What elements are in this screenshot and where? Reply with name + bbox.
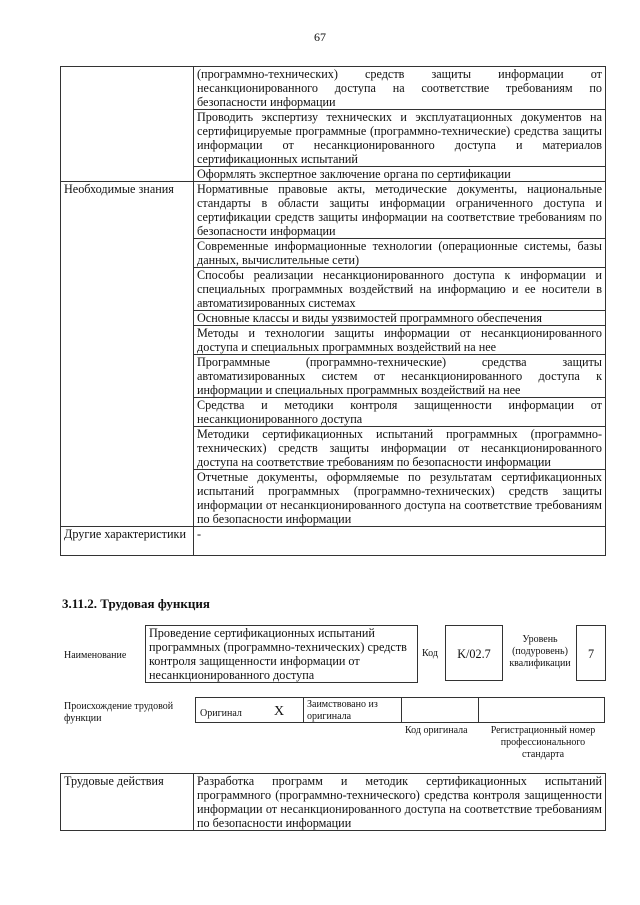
knowledge-row-6: Программные (программно-технические) средства защиты автоматизированных систем от несанкционированного доступа к информации и специальных программных воздействий на нее <box>194 355 606 398</box>
origin-label: Происхождение трудовой функции <box>64 701 174 724</box>
code-value: K/02.7 <box>445 625 503 681</box>
reg-number-label: Регистрационный номер профессионального стандарта <box>490 725 596 760</box>
knowledge-row-8: Методики сертификационных испытаний программных (программно-технических) средств защиты информации от несанкционированного доступа на соответствие требованиям по безопасности информации <box>194 427 606 470</box>
labor-actions-table <box>60 773 606 831</box>
original-mark: X <box>274 704 285 719</box>
level-value: 7 <box>576 625 606 681</box>
labor-actions-row-1: Разработка программ и методик сертификационных испытаний программного (программно-технического) средства контроля защищенности информации от несанкционированного доступа на соответствие требованиям по безопасности информации <box>194 774 606 831</box>
knowledge-row-7: Средства и методики контроля защищенности информации от несанкционированного доступа <box>194 398 606 427</box>
knowledge-row-9: Отчетные документы, оформляемые по результатам сертификационных испытаний программных (программно-технических) средств защиты информации от несанкционированного доступа на соответствие требованиям по безопасности информации <box>194 470 606 527</box>
divider-1 <box>303 697 304 723</box>
knowledge-row-2: Современные информационные технологии (операционные системы, базы данных, вычислительные сети) <box>194 239 606 268</box>
other-label: Другие характеристики <box>61 527 194 556</box>
knowledge-row-4: Основные классы и виды уязвимостей программного обеспечения <box>194 311 606 326</box>
knowledge-label: Необходимые знания <box>61 182 194 527</box>
name-value: Проведение сертификационных испытаний программных (программно-технических) средств контроля защищенности информации от несанкционированного доступа <box>145 625 418 683</box>
code-original-label: Код оригинала <box>405 725 468 736</box>
empty-label-cell <box>61 67 194 182</box>
knowledge-row-3: Способы реализации несанкционированного доступа к информации и специальных программных воздействий на информацию и ее носители в автоматизированных системах <box>194 268 606 311</box>
knowledge-row-5: Методы и технологии защиты информации от несанкционированного доступа и специальных программных воздействий на нее <box>194 326 606 355</box>
borrowed-label: Заимствовано из оригинала <box>307 699 378 722</box>
requirements-table <box>60 66 606 556</box>
level-label: Уровень (подуровень) квалификации <box>509 634 571 669</box>
page-number: 67 <box>314 30 326 44</box>
continued-row-2: Проводить экспертизу технических и эксплуатационных документов на сертифицируемые программные (программно-технические) средства защиты информации от несанкционированного доступа и материалов сертификационных испытаний <box>194 110 606 167</box>
continued-row-1: (программно-технических) средств защиты информации от несанкционированного доступа на соответствие требованиям по безопасности информации <box>194 67 606 110</box>
divider-3 <box>478 697 479 723</box>
section-title: 3.11.2. Трудовая функция <box>62 596 210 611</box>
original-label: Оригинал <box>200 708 242 719</box>
other-value: - <box>194 527 606 556</box>
continued-row-3: Оформлять экспертное заключение органа по сертификации <box>194 167 606 182</box>
code-label: Код <box>422 648 438 659</box>
labor-actions-label: Трудовые действия <box>61 774 194 831</box>
name-label: Наименование <box>64 650 127 661</box>
knowledge-row-1: Нормативные правовые акты, методические документы, национальные стандарты в области защиты информации ограниченного доступа и сертификации средств защиты информации на соответствие требованиям по безопасности информации <box>194 182 606 239</box>
divider-2 <box>401 697 402 723</box>
